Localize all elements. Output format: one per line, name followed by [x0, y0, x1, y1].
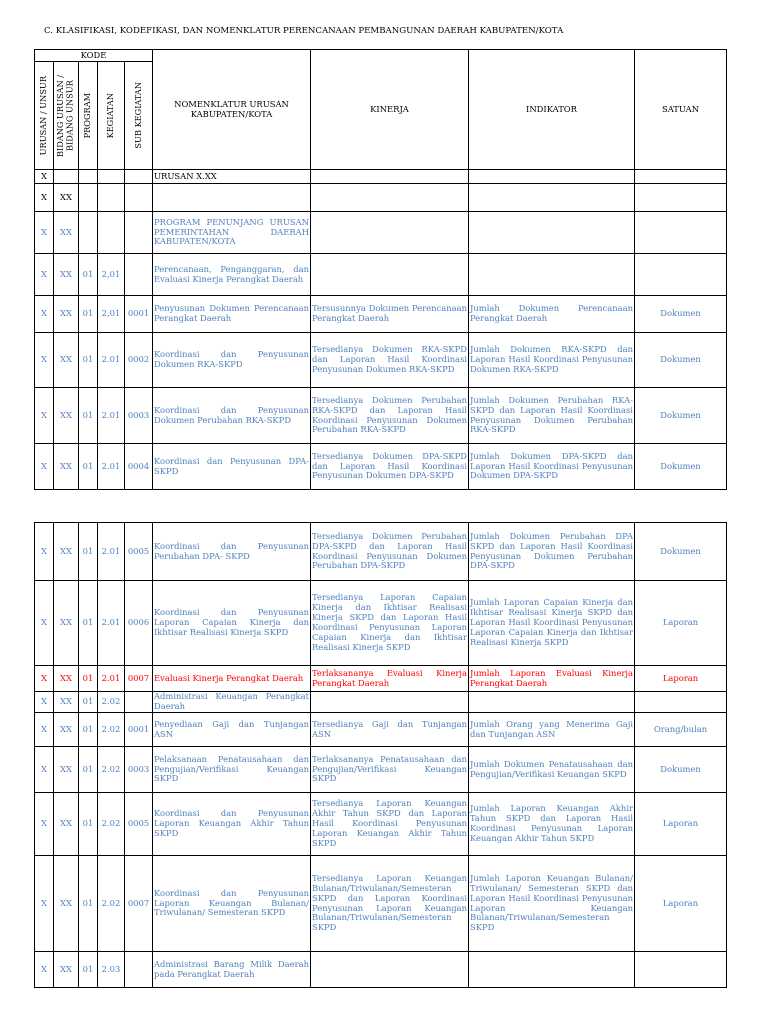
code-urusan: X	[35, 713, 54, 747]
nomenklatur-cell: Koordinasi dan Penyusunan Perubahan DPA- SKPD	[153, 523, 311, 581]
urusan-header: URUSAN / UNSUR	[35, 62, 54, 170]
nomenklatur-cell: URUSAN X.XX	[153, 170, 311, 184]
table-row	[35, 747, 727, 793]
program-header: PROGRAM	[79, 62, 98, 170]
code-urusan: X	[35, 952, 54, 988]
code-urusan: X	[35, 254, 54, 296]
table-row	[35, 523, 727, 581]
indikator-cell: Jumlah Dokumen Perencanaan Perangkat Daerah	[469, 296, 635, 333]
code-program	[79, 212, 98, 254]
code-bidang: XX	[54, 747, 79, 793]
code-bidang: XX	[54, 184, 79, 212]
kinerja-cell: Tersusunnya Dokumen Perencanaan Perangkat Daerah	[311, 296, 469, 333]
code-sub-kegiatan	[125, 212, 153, 254]
nomenklatur-cell: Pelaksanaan Penatausahaan dan Pengujian/Verifikasi Keuangan SKPD	[153, 747, 311, 793]
code-program: 01	[79, 793, 98, 856]
code-program: 01	[79, 296, 98, 333]
kinerja-cell: Tersedianya Dokumen Perubahan DPA-SKPD dan Laporan Hasil Koordinasi Penyusunan Dokumen Perubahan DPA-SKPD	[311, 523, 469, 581]
code-bidang: XX	[54, 212, 79, 254]
table-row	[35, 444, 727, 490]
table-row	[35, 184, 727, 212]
kinerja-cell: Tersedianya Dokumen DPA-SKPD dan Laporan Hasil Koordinasi Penyusunan Dokumen DPA-SKPD	[311, 444, 469, 490]
code-urusan: X	[35, 856, 54, 952]
nomenklatur-cell: Evaluasi Kinerja Perangkat Daerah	[153, 666, 311, 692]
table-row	[35, 666, 727, 692]
code-urusan: X	[35, 793, 54, 856]
code-kegiatan: 2.02	[98, 713, 125, 747]
code-sub-kegiatan: 0001	[125, 713, 153, 747]
nomenklatur-cell: Koordinasi dan Penyusunan Laporan Keuangan Bulanan/ Triwulanan/ Semesteran SKPD	[153, 856, 311, 952]
code-bidang: XX	[54, 952, 79, 988]
kinerja-cell	[311, 952, 469, 988]
satuan-cell	[635, 212, 727, 254]
bidang-header: BIDANG URUSAN / BIDANG UNSUR	[54, 62, 79, 170]
kinerja-cell: Tersedianya Gaji dan Tunjangan ASN	[311, 713, 469, 747]
code-kegiatan: 2.02	[98, 747, 125, 793]
nomenklatur-cell: Koordinasi dan Penyusunan Laporan Capaian Kinerja dan Ikhtisar Realisasi Kinerja SKPD	[153, 581, 311, 666]
code-bidang: XX	[54, 444, 79, 490]
nomenklatur-cell: Koordinasi dan Penyusunan Dokumen Perubahan RKA-SKPD	[153, 388, 311, 444]
table-row	[35, 952, 727, 988]
satuan-cell: Orang/bulan	[635, 713, 727, 747]
nomenklatur-cell: Administrasi Keuangan Perangkat Daerah	[154, 691, 309, 711]
kinerja-cell	[311, 170, 469, 184]
satuan-cell: Dokumen	[635, 296, 727, 333]
code-kegiatan	[98, 184, 125, 212]
satuan-cell: Dokumen	[635, 444, 727, 490]
table-row	[35, 212, 727, 254]
satuan-cell: Dokumen	[635, 388, 727, 444]
indikator-cell	[469, 692, 635, 713]
code-sub-kegiatan: 0007	[125, 856, 153, 952]
code-urusan: X	[35, 523, 54, 581]
code-urusan: X	[35, 212, 54, 254]
indikator-cell	[469, 952, 635, 988]
code-bidang: XX	[54, 296, 79, 333]
kinerja-cell: Tersedianya Dokumen Perubahan RKA-SKPD dan Laporan Hasil Koordinasi Penyusunan Dokumen Perubahan RKA-SKPD	[311, 388, 469, 444]
code-bidang: XX	[54, 793, 79, 856]
code-bidang: XX	[54, 666, 79, 692]
code-sub-kegiatan: 0005	[125, 523, 153, 581]
satuan-cell	[635, 952, 727, 988]
nomenklatur-cell: Penyediaan Gaji dan Tunjangan ASN	[153, 713, 311, 747]
code-kegiatan: 2.03	[98, 952, 125, 988]
code-sub-kegiatan: 0007	[125, 666, 153, 692]
satuan-cell: Dokumen	[635, 747, 727, 793]
kinerja-cell: Tersedianya Dokumen RKA-SKPD dan Laporan Hasil Koordinasi Penyusunan Dokumen RKA-SKPD	[311, 333, 469, 388]
code-program: 01	[79, 581, 98, 666]
code-urusan: X	[35, 333, 54, 388]
indikator-cell: Jumlah Dokumen Perubahan DPA SKPD dan Laporan Hasil Koordinasi Penyusunan Dokumen Perubahan DPA-SKPD	[469, 523, 635, 581]
satuan-header: SATUAN	[635, 50, 727, 170]
satuan-cell: Laporan	[635, 581, 727, 666]
code-kegiatan	[98, 170, 125, 184]
code-urusan: X	[35, 692, 54, 713]
nomenklatur-table-bottom	[34, 522, 727, 988]
satuan-cell: Laporan	[635, 793, 727, 856]
code-urusan: X	[35, 444, 54, 490]
code-program: 01	[79, 692, 98, 713]
code-sub-kegiatan: 0002	[125, 333, 153, 388]
nomenklatur-table-top	[34, 49, 727, 490]
table-row	[35, 692, 727, 713]
table-row	[35, 296, 727, 333]
code-urusan: X	[35, 747, 54, 793]
code-sub-kegiatan: 0003	[125, 388, 153, 444]
code-bidang: XX	[54, 388, 79, 444]
sub-kegiatan-header: SUB KEGIATAN	[125, 62, 153, 170]
nomenklatur-cell: PROGRAM PENUNJANG URUSAN PEMERINTAHAN DAERAH KABUPATEN/KOTA	[153, 212, 311, 254]
kinerja-cell: Tersedianya Laporan Keuangan Bulanan/Triwulanan/Semesteran SKPD dan Laporan Koordinasi Penyusunan Laporan Keuangan Bulanan/Triwulanan/Semesteran SKPD	[311, 856, 469, 952]
code-kegiatan: 2.01	[98, 388, 125, 444]
code-sub-kegiatan	[125, 184, 153, 212]
code-urusan: X	[35, 388, 54, 444]
code-kegiatan: 2.02	[98, 793, 125, 856]
page-title: C. KLASIFIKASI, KODEFIKASI, DAN NOMENKLATUR PERENCANAAN PEMBANGUNAN DAERAH KABUPATEN/KOTA	[44, 26, 564, 36]
code-bidang	[54, 170, 79, 184]
code-program: 01	[79, 666, 98, 692]
code-kegiatan: 2.01	[98, 523, 125, 581]
nomenklatur-cell: Penyusunan Dokumen Perencanaan Perangkat Daerah	[153, 296, 311, 333]
code-kegiatan	[98, 212, 125, 254]
code-sub-kegiatan: 0005	[125, 793, 153, 856]
code-program: 01	[79, 713, 98, 747]
code-sub-kegiatan	[125, 952, 153, 988]
nomenklatur-cell: Koordinasi dan Penyusunan DPA-SKPD	[153, 444, 311, 490]
kinerja-cell: Terlaksananya Evaluasi Kinerja Perangkat Daerah	[311, 666, 469, 692]
code-program: 01	[79, 952, 98, 988]
code-sub-kegiatan	[125, 692, 153, 713]
code-urusan: X	[35, 170, 54, 184]
code-bidang: XX	[54, 581, 79, 666]
code-program: 01	[79, 523, 98, 581]
kinerja-cell	[311, 184, 469, 212]
nomenklatur-header: NOMENKLATUR URUSAN KABUPATEN/KOTA	[153, 50, 311, 170]
code-kegiatan: 2.02	[98, 692, 125, 713]
indikator-cell: Jumlah Laporan Keuangan Akhir Tahun SKPD dan Laporan Hasil Koordinasi Penyusunan Laporan Keuangan Akhir Tahun SKPD	[469, 793, 635, 856]
code-kegiatan: 2.01	[98, 581, 125, 666]
code-bidang: XX	[54, 713, 79, 747]
nomenklatur-cell	[153, 184, 311, 212]
kinerja-cell: Tersedianya Laporan Keuangan Akhir Tahun SKPD dan Laporan Hasil Koordinasi Penyusunan Laporan Keuangan Akhir Tahun SKPD	[311, 793, 469, 856]
code-program: 01	[79, 333, 98, 388]
indikator-cell: Jumlah Laporan Capaian Kinerja dan Ikhtisar Realisasi Kinerja SKPD dan Laporan Hasil Koordinasi Penyusunan Laporan Capaian Kinerja dan Ikhtisar Realisasi Kinerja SKPD	[469, 581, 635, 666]
satuan-cell	[635, 254, 727, 296]
code-urusan: X	[35, 184, 54, 212]
code-program: 01	[79, 856, 98, 952]
kinerja-cell: Terlaksananya Penatausahaan dan Pengujian/Verifikasi Keuangan SKPD	[311, 747, 469, 793]
code-program: 01	[79, 444, 98, 490]
indikator-cell	[469, 212, 635, 254]
indikator-cell	[469, 170, 635, 184]
code-bidang: XX	[54, 254, 79, 296]
nomenklatur-cell: Perencanaan, Penganggaran, dan Evaluasi Kinerja Perangkat Daerah	[153, 254, 311, 296]
code-kegiatan: 2.01	[98, 666, 125, 692]
code-program	[79, 170, 98, 184]
indikator-cell	[469, 184, 635, 212]
code-kegiatan: 2,01	[98, 296, 125, 333]
satuan-cell: Dokumen	[635, 333, 727, 388]
code-bidang: XX	[54, 333, 79, 388]
code-program: 01	[79, 254, 98, 296]
indikator-cell	[469, 254, 635, 296]
kinerja-cell	[311, 692, 469, 713]
satuan-cell: Dokumen	[635, 523, 727, 581]
table-row	[35, 388, 727, 444]
indikator-header: INDIKATOR	[469, 50, 635, 170]
code-program: 01	[79, 747, 98, 793]
nomenklatur-cell: Administrasi Barang Milik Daerah pada Perangkat Daerah	[153, 952, 311, 988]
code-sub-kegiatan: 0004	[125, 444, 153, 490]
code-bidang: XX	[54, 692, 79, 713]
indikator-cell: Jumlah Dokumen DPA-SKPD dan Laporan Hasil Koordinasi Penyusunan Dokumen DPA-SKPD	[469, 444, 635, 490]
nomenklatur-cell: Koordinasi dan Penyusunan Laporan Keuangan Akhir Tahun SKPD	[153, 793, 311, 856]
code-urusan: X	[35, 581, 54, 666]
kinerja-cell: Tersedianya Laporan Capaian Kinerja dan Ikhtisar Realisasi Kinerja SKPD dan Laporan Hasil Koordinasi Penyusunan Laporan Capaian Kinerja dan Ikhtisar Realisasi Kinerja SKPD	[311, 581, 469, 666]
satuan-cell	[635, 692, 727, 713]
code-sub-kegiatan: 0006	[125, 581, 153, 666]
code-bidang: XX	[54, 523, 79, 581]
kode-header: KODE	[35, 50, 153, 62]
code-program: 01	[79, 388, 98, 444]
kinerja-header: KINERJA	[311, 50, 469, 170]
table-row	[35, 713, 727, 747]
table-row	[35, 856, 727, 952]
indikator-cell: Jumlah Dokumen Penatausahaan dan Pengujian/Verifikasi Keuangan SKPD	[469, 747, 635, 793]
code-urusan: X	[35, 296, 54, 333]
satuan-cell	[635, 184, 727, 212]
table-row	[35, 333, 727, 388]
table-row	[35, 581, 727, 666]
satuan-cell	[635, 170, 727, 184]
kinerja-cell	[311, 212, 469, 254]
kegiatan-header: KEGIATAN	[98, 62, 125, 170]
satuan-cell: Laporan	[635, 856, 727, 952]
code-kegiatan: 2.01	[98, 333, 125, 388]
indikator-cell: Jumlah Laporan Keuangan Bulanan/ Triwulanan/ Semesteran SKPD dan Laporan Hasil Koordinasi Penyusunan Laporan Keuangan Bulanan/Triwulanan/Semesteran SKPD	[469, 856, 635, 952]
table-row	[35, 254, 727, 296]
table-row	[35, 793, 727, 856]
code-sub-kegiatan: 0003	[125, 747, 153, 793]
code-bidang: XX	[54, 856, 79, 952]
table-row	[35, 170, 727, 184]
code-urusan: X	[35, 666, 54, 692]
code-kegiatan: 2,01	[98, 254, 125, 296]
code-kegiatan: 2.01	[98, 444, 125, 490]
indikator-cell: Jumlah Dokumen Perubahan RKA-SKPD dan Laporan Hasil Koordinasi Penyusunan Dokumen Perubahan RKA-SKPD	[469, 388, 635, 444]
indikator-cell: Jumlah Dokumen RKA-SKPD dan Laporan Hasil Koordinasi Penyusunan Dokumen RKA-SKPD	[469, 333, 635, 388]
kinerja-cell	[311, 254, 469, 296]
indikator-cell: Jumlah Laporan Evaluasi Kinerja Perangkat Daerah	[469, 666, 635, 692]
code-program	[79, 184, 98, 212]
code-sub-kegiatan	[125, 170, 153, 184]
code-sub-kegiatan: 0001	[125, 296, 153, 333]
indikator-cell: Jumlah Orang yang Menerima Gaji dan Tunjangan ASN	[469, 713, 635, 747]
nomenklatur-cell: Koordinasi dan Penyusunan Dokumen RKA-SKPD	[153, 333, 311, 388]
satuan-cell: Laporan	[635, 666, 727, 692]
code-kegiatan: 2.02	[98, 856, 125, 952]
code-sub-kegiatan	[125, 254, 153, 296]
